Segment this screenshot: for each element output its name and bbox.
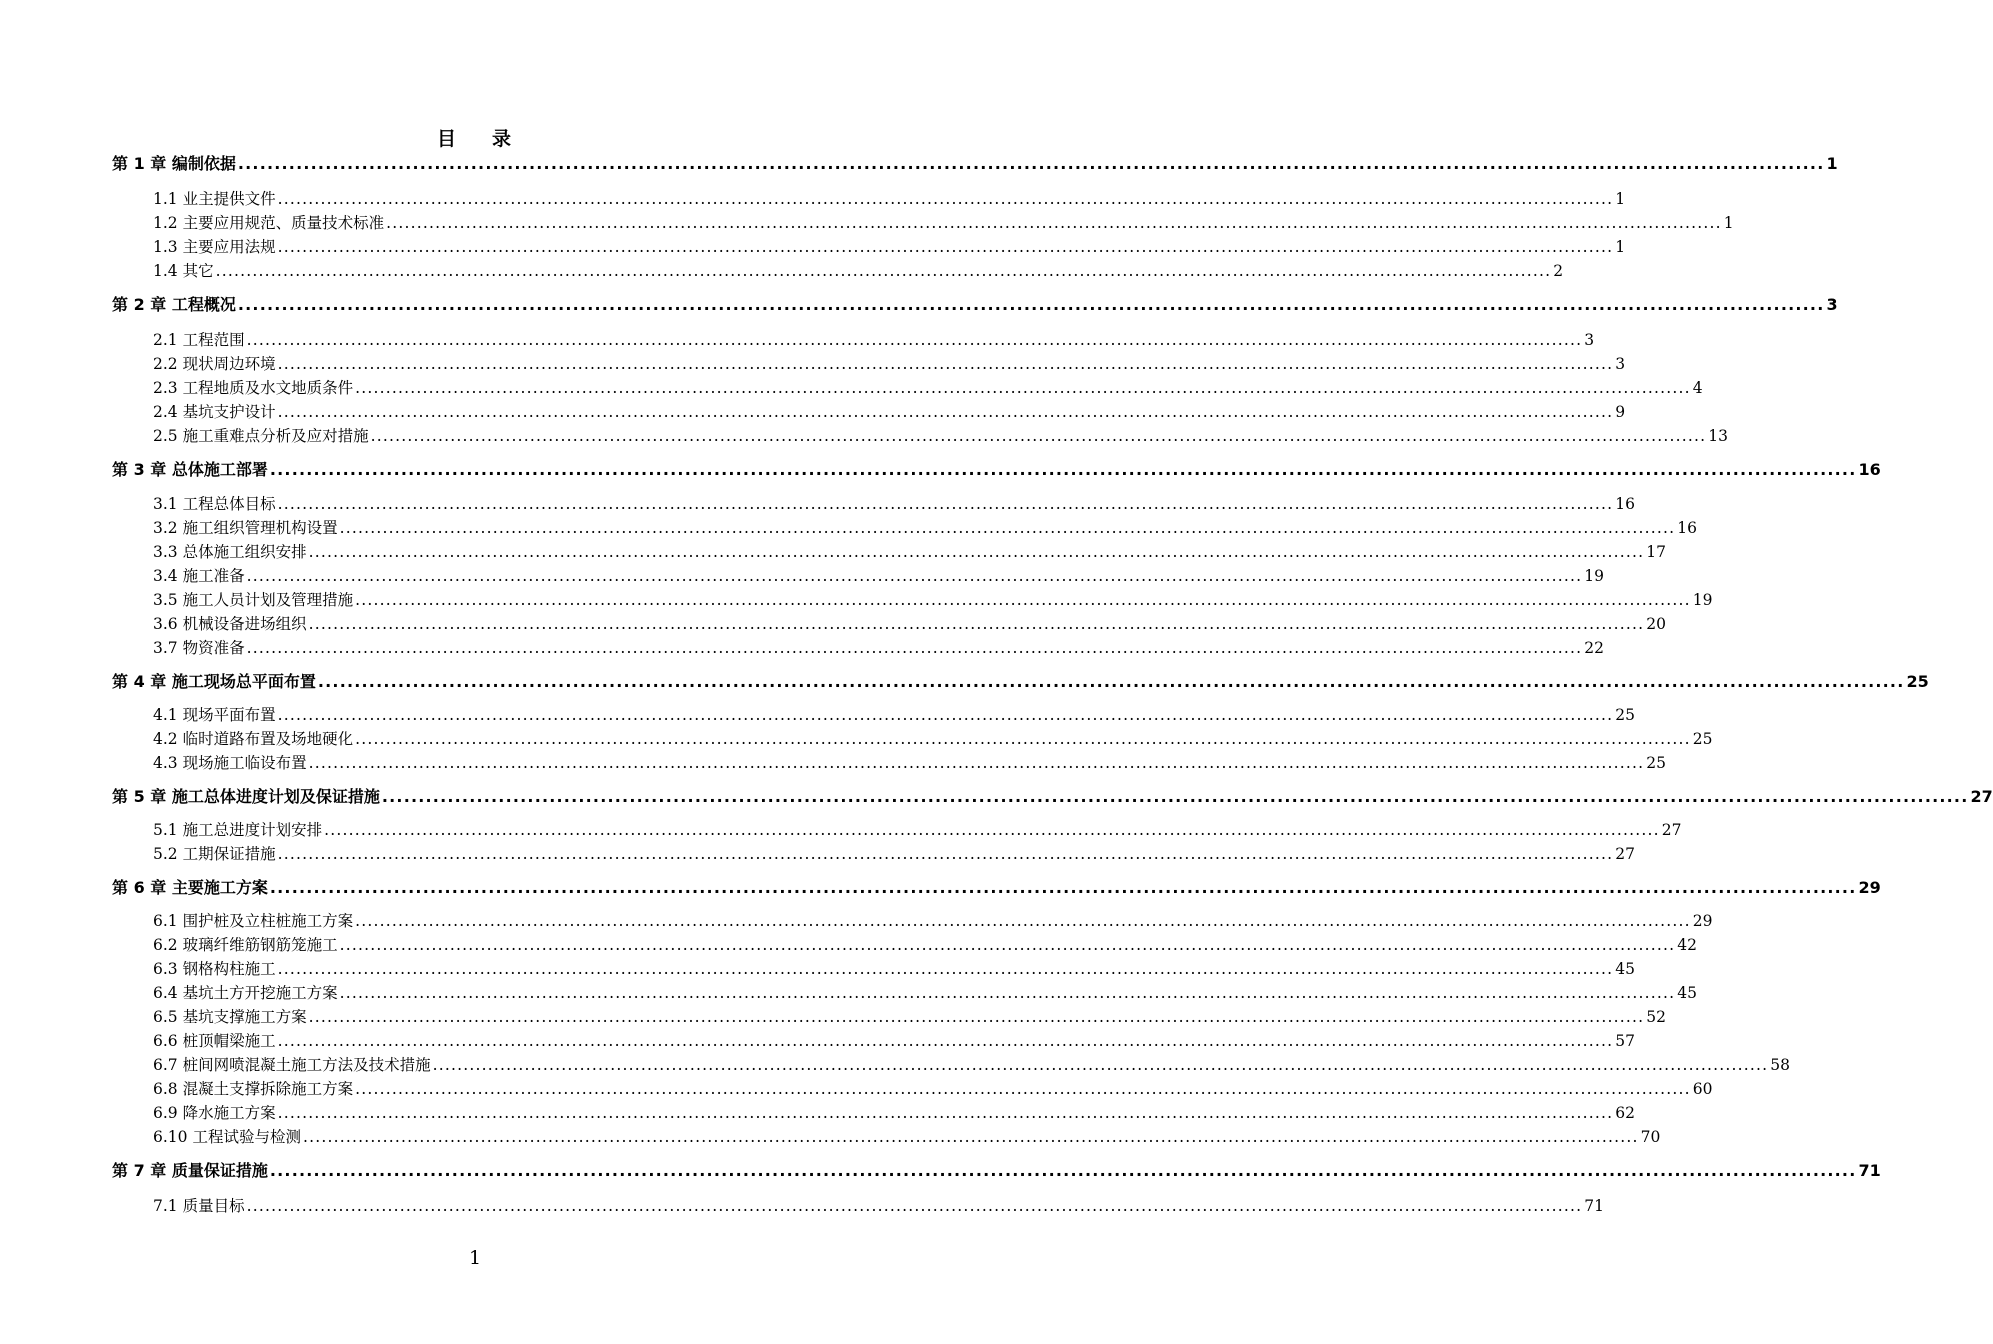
toc-entry-title: 6.7 桩间网喷混凝土施工方法及技术措施 xyxy=(153,1056,431,1074)
toc-entry-page: 9 xyxy=(1615,403,1626,421)
toc-dot-leader: .......................................................................................................................................................................................................................... xyxy=(277,238,1614,256)
toc-chapter-entry[interactable] xyxy=(112,672,1929,691)
toc-entry-page: 29 xyxy=(1858,878,1881,897)
toc-entry-page: 1 xyxy=(1723,214,1734,232)
toc-entry-title: 第 6 章 主要施工方案 xyxy=(112,878,268,897)
toc-section-entry[interactable] xyxy=(153,1197,1604,1215)
toc-section-entry[interactable] xyxy=(153,543,1666,561)
toc-entry-page: 45 xyxy=(1615,960,1635,978)
toc-entry-page: 71 xyxy=(1858,1161,1881,1180)
toc-dot-leader: .......................................................................................................................................................................................................................... xyxy=(277,960,1614,978)
toc-dot-leader: .......................................................................................................................................................................................................................... xyxy=(355,379,1691,397)
toc-entry-title: 6.10 工程试验与检测 xyxy=(153,1128,301,1146)
toc-entry-title: 2.5 施工重难点分析及应对措施 xyxy=(153,427,369,445)
toc-dot-leader: .......................................................................................................................................................................................................................... xyxy=(269,460,1857,479)
toc-entry-page: 20 xyxy=(1646,615,1666,633)
toc-entry-title: 第 7 章 质量保证措施 xyxy=(112,1161,268,1180)
toc-entry-title: 1.4 其它 xyxy=(153,262,214,280)
toc-entry-title: 4.3 现场施工临设布置 xyxy=(153,754,307,772)
toc-entry-page: 29 xyxy=(1692,912,1713,930)
toc-section-entry[interactable] xyxy=(153,379,1703,397)
toc-dot-leader: .......................................................................................................................................................................................................................... xyxy=(381,787,1969,806)
toc-section-entry[interactable] xyxy=(153,912,1713,930)
page-number: 1 xyxy=(468,1247,482,1269)
toc-entry-page: 19 xyxy=(1692,591,1713,609)
toc-dot-leader: .......................................................................................................................................................................................................................... xyxy=(277,190,1614,208)
toc-entry-page: 2 xyxy=(1553,262,1564,280)
toc-section-entry[interactable] xyxy=(153,519,1697,537)
toc-entry-title: 3.1 工程总体目标 xyxy=(153,495,276,513)
toc-entry-title: 6.8 混凝土支撑拆除施工方案 xyxy=(153,1080,354,1098)
toc-entry-title: 6.9 降水施工方案 xyxy=(153,1104,276,1122)
toc-dot-leader: .......................................................................................................................................................................................................................... xyxy=(355,730,1691,748)
toc-entry-page: 27 xyxy=(1615,845,1635,863)
toc-entry-page: 17 xyxy=(1646,543,1666,561)
toc-entry-page: 25 xyxy=(1646,754,1666,772)
toc-entry-title: 5.2 工期保证措施 xyxy=(153,845,276,863)
toc-entry-title: 6.5 基坑支撑施工方案 xyxy=(153,1008,307,1026)
toc-section-entry[interactable] xyxy=(153,331,1595,349)
toc-entry-title: 2.1 工程范围 xyxy=(153,331,245,349)
toc-chapter-entry[interactable] xyxy=(112,787,1993,806)
toc-entry-page: 60 xyxy=(1692,1080,1713,1098)
toc-section-entry[interactable] xyxy=(153,591,1713,609)
toc-entry-title: 第 5 章 施工总体进度计划及保证措施 xyxy=(112,787,380,806)
toc-entry-title: 3.5 施工人员计划及管理措施 xyxy=(153,591,354,609)
toc-entry-title: 3.6 机械设备进场组织 xyxy=(153,615,307,633)
toc-section-entry[interactable] xyxy=(153,984,1697,1002)
toc-dot-leader: .......................................................................................................................................................................................................................... xyxy=(277,403,1614,421)
toc-entry-title: 第 3 章 总体施工部署 xyxy=(112,460,268,479)
toc-section-entry[interactable] xyxy=(153,936,1697,954)
toc-section-entry[interactable] xyxy=(153,190,1626,208)
toc-dot-leader: .......................................................................................................................................................................................................................... xyxy=(308,615,1645,633)
toc-entry-title: 3.3 总体施工组织安排 xyxy=(153,543,307,561)
toc-dot-leader: .......................................................................................................................................................................................................................... xyxy=(386,214,1722,232)
toc-entry-title: 第 1 章 编制依据 xyxy=(112,154,236,173)
toc-entry-title: 1.1 业主提供文件 xyxy=(153,190,276,208)
toc-entry-page: 71 xyxy=(1584,1197,1604,1215)
toc-dot-leader: .......................................................................................................................................................................................................................... xyxy=(215,262,1552,280)
toc-entry-title: 第 4 章 施工现场总平面布置 xyxy=(112,672,316,691)
toc-chapter-entry[interactable] xyxy=(112,460,1881,479)
toc-section-entry[interactable] xyxy=(153,495,1635,513)
toc-dot-leader: .......................................................................................................................................................................................................................... xyxy=(269,878,1857,897)
toc-section-entry[interactable] xyxy=(153,1032,1635,1050)
toc-dot-leader: .......................................................................................................................................................................................................................... xyxy=(246,567,1583,585)
toc-entry-page: 3 xyxy=(1584,331,1595,349)
toc-entry-title: 4.2 临时道路布置及场地硬化 xyxy=(153,730,354,748)
toc-section-entry[interactable] xyxy=(153,214,1734,232)
toc-entry-title: 6.2 玻璃纤维筋钢筋笼施工 xyxy=(153,936,338,954)
toc-entry-page: 57 xyxy=(1615,1032,1635,1050)
toc-dot-leader: .......................................................................................................................................................................................................................... xyxy=(339,936,1676,954)
toc-entry-page: 3 xyxy=(1615,355,1626,373)
toc-entry-title: 第 2 章 工程概况 xyxy=(112,295,236,314)
toc-entry-title: 3.2 施工组织管理机构设置 xyxy=(153,519,338,537)
toc-section-entry[interactable] xyxy=(153,262,1564,280)
toc-dot-leader: .......................................................................................................................................................................................................................... xyxy=(277,845,1614,863)
toc-dot-leader: .......................................................................................................................................................................................................................... xyxy=(277,1032,1614,1050)
toc-entry-title: 6.3 钢格构柱施工 xyxy=(153,960,276,978)
toc-section-entry[interactable] xyxy=(153,1080,1713,1098)
toc-entry-page: 70 xyxy=(1640,1128,1661,1146)
toc-chapter-entry[interactable] xyxy=(112,878,1881,897)
toc-section-entry[interactable] xyxy=(153,754,1666,772)
toc-entry-title: 2.2 现状周边环境 xyxy=(153,355,276,373)
toc-section-entry[interactable] xyxy=(153,427,1728,445)
toc-dot-leader: .......................................................................................................................................................................................................................... xyxy=(355,912,1691,930)
toc-entry-page: 19 xyxy=(1584,567,1604,585)
toc-title-left: 目 xyxy=(436,128,458,150)
toc-entry-title: 6.6 桩顶帽梁施工 xyxy=(153,1032,276,1050)
toc-dot-leader: .......................................................................................................................................................................................................................... xyxy=(269,1161,1857,1180)
toc-dot-leader: .......................................................................................................................................................................................................................... xyxy=(237,154,1825,173)
toc-entry-title: 1.3 主要应用法规 xyxy=(153,238,276,256)
toc-entry-page: 25 xyxy=(1615,706,1635,724)
toc-section-entry[interactable] xyxy=(153,615,1666,633)
toc-entry-title: 5.1 施工总进度计划安排 xyxy=(153,821,323,839)
toc-dot-leader: .......................................................................................................................................................................................................................... xyxy=(370,427,1707,445)
toc-section-entry[interactable] xyxy=(153,960,1635,978)
toc-section-entry[interactable] xyxy=(153,706,1635,724)
toc-entry-page: 25 xyxy=(1692,730,1713,748)
toc-dot-leader: .......................................................................................................................................................................................................................... xyxy=(246,639,1583,657)
toc-entry-title: 6.4 基坑土方开挖施工方案 xyxy=(153,984,338,1002)
toc-section-entry[interactable] xyxy=(153,403,1626,421)
toc-dot-leader: .......................................................................................................................................................................................................................... xyxy=(355,1080,1691,1098)
toc-entry-title: 3.7 物资准备 xyxy=(153,639,245,657)
toc-entry-page: 13 xyxy=(1708,427,1728,445)
toc-dot-leader: .......................................................................................................................................................................................................................... xyxy=(432,1056,1769,1074)
toc-dot-leader: .......................................................................................................................................................................................................................... xyxy=(302,1128,1639,1146)
toc-dot-leader: .......................................................................................................................................................................................................................... xyxy=(246,331,1583,349)
toc-section-entry[interactable] xyxy=(153,1008,1666,1026)
toc-section-entry[interactable] xyxy=(153,730,1713,748)
toc-entry-page: 62 xyxy=(1615,1104,1635,1122)
toc-dot-leader: .......................................................................................................................................................................................................................... xyxy=(277,495,1614,513)
toc-dot-leader: .......................................................................................................................................................................................................................... xyxy=(246,1197,1583,1215)
toc-entry-page: 3 xyxy=(1826,295,1838,314)
toc-entry-title: 2.4 基坑支护设计 xyxy=(153,403,276,421)
toc-entry-page: 1 xyxy=(1826,154,1838,173)
toc-entry-page: 16 xyxy=(1615,495,1635,513)
toc-section-entry[interactable] xyxy=(153,355,1626,373)
toc-dot-leader: .......................................................................................................................................................................................................................... xyxy=(339,984,1676,1002)
toc-entry-page: 52 xyxy=(1646,1008,1666,1026)
toc-dot-leader: .......................................................................................................................................................................................................................... xyxy=(308,1008,1645,1026)
toc-dot-leader: .......................................................................................................................................................................................................................... xyxy=(277,1104,1614,1122)
toc-dot-leader: .......................................................................................................................................................................................................................... xyxy=(308,543,1645,561)
toc-entry-page: 16 xyxy=(1858,460,1881,479)
toc-chapter-entry[interactable] xyxy=(112,154,1838,173)
toc-entry-title: 3.4 施工准备 xyxy=(153,567,245,585)
toc-section-entry[interactable] xyxy=(153,821,1682,839)
toc-section-entry[interactable] xyxy=(153,238,1626,256)
toc-entry-page: 27 xyxy=(1970,787,1993,806)
toc-section-entry[interactable] xyxy=(153,1128,1661,1146)
toc-chapter-entry[interactable] xyxy=(112,295,1838,314)
toc-section-entry[interactable] xyxy=(153,567,1604,585)
toc-section-entry[interactable] xyxy=(153,639,1604,657)
toc-title-right: 录 xyxy=(492,128,514,150)
toc-entry-title: 1.2 主要应用规范、质量技术标准 xyxy=(153,214,385,232)
toc-entry-title: 6.1 围护桩及立柱桩施工方案 xyxy=(153,912,354,930)
toc-entry-page: 22 xyxy=(1584,639,1604,657)
toc-entry-page: 4 xyxy=(1692,379,1703,397)
toc-entry-page: 58 xyxy=(1770,1056,1791,1074)
toc-entry-title: 2.3 工程地质及水文地质条件 xyxy=(153,379,354,397)
toc-dot-leader: .......................................................................................................................................................................................................................... xyxy=(277,706,1614,724)
toc-entry-page: 25 xyxy=(1906,672,1929,691)
toc-entry-page: 16 xyxy=(1677,519,1697,537)
toc-section-entry[interactable] xyxy=(153,1104,1635,1122)
toc-entry-title: 7.1 质量目标 xyxy=(153,1197,245,1215)
toc-dot-leader: .......................................................................................................................................................................................................................... xyxy=(237,295,1825,314)
toc-dot-leader: .......................................................................................................................................................................................................................... xyxy=(324,821,1660,839)
toc-dot-leader: .......................................................................................................................................................................................................................... xyxy=(317,672,1905,691)
toc-chapter-entry[interactable] xyxy=(112,1161,1881,1180)
toc-entry-title: 4.1 现场平面布置 xyxy=(153,706,276,724)
toc-entry-page: 27 xyxy=(1661,821,1682,839)
toc-dot-leader: .......................................................................................................................................................................................................................... xyxy=(308,754,1645,772)
toc-entry-page: 45 xyxy=(1677,984,1697,1002)
toc-title xyxy=(0,124,950,151)
toc-entry-page: 1 xyxy=(1615,190,1626,208)
toc-dot-leader: .......................................................................................................................................................................................................................... xyxy=(355,591,1691,609)
toc-dot-leader: .......................................................................................................................................................................................................................... xyxy=(277,355,1614,373)
toc-section-entry[interactable] xyxy=(153,845,1635,863)
toc-entry-page: 42 xyxy=(1677,936,1697,954)
toc-dot-leader: .......................................................................................................................................................................................................................... xyxy=(339,519,1676,537)
toc-entry-page: 1 xyxy=(1615,238,1626,256)
toc-section-entry[interactable] xyxy=(153,1056,1791,1074)
